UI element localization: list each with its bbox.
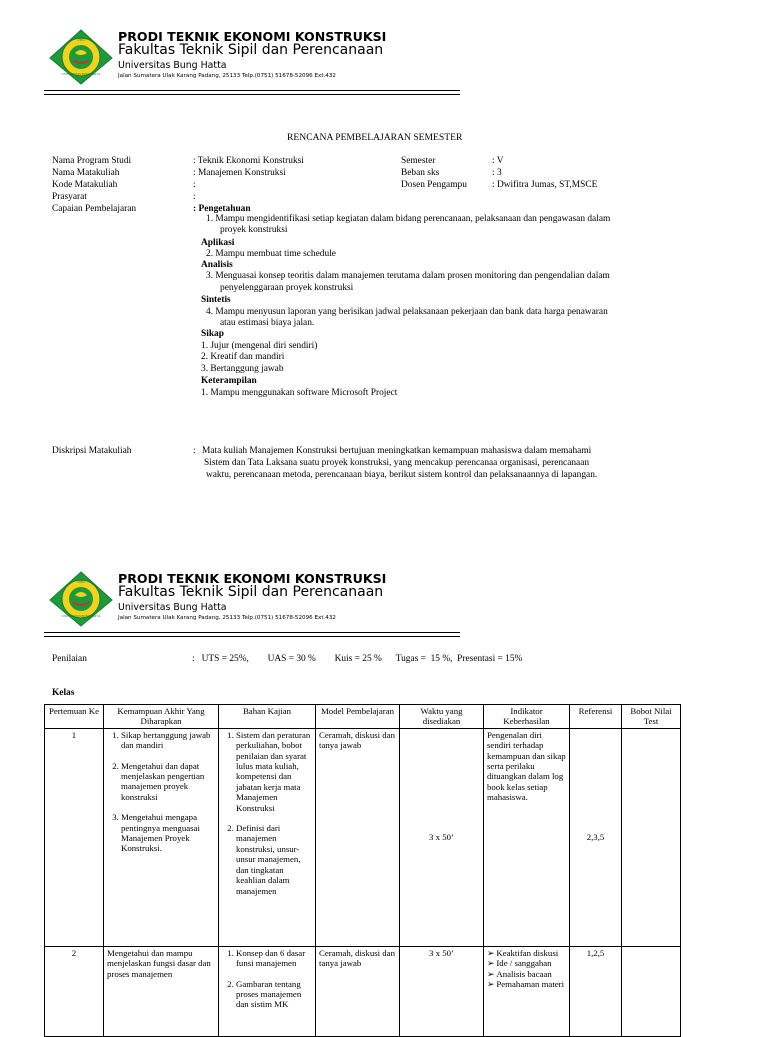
rps-table xyxy=(44,704,681,1037)
analisis-3b: penyelenggaraan proyek konstruksi xyxy=(220,283,354,293)
logo-ring-text: UNIVERSITAS BUNG HATTA xyxy=(61,72,101,76)
sintetis-4b: atau estimasi biaya jalan. xyxy=(220,318,315,328)
aplikasi-heading: Aplikasi xyxy=(201,238,235,248)
logo-ring-text: UNIVERSITAS BUNG HATTA xyxy=(61,614,101,618)
kelas-label: Kelas xyxy=(52,688,75,698)
matkul-value: : Manajemen Konstruksi xyxy=(193,168,286,178)
col-bobot: Bobot Nilai Test xyxy=(622,705,681,729)
penilaian-value: : UTS = 25%, UAS = 30 % Kuis = 25 % Tugas = 15 %, Presentasi = 15% xyxy=(192,654,523,664)
row2-bahan-1: 1. Konsep dan 6 dasar funsi manajemen xyxy=(236,948,312,969)
aplikasi-2: 2. Mampu membuat time schedule xyxy=(206,249,336,259)
col-bahan: Bahan Kajian xyxy=(219,705,316,729)
doc-title: RENCANA PEMBELAJARAN SEMESTER xyxy=(287,132,463,143)
row1-indikator: Pengenalan diri sendiri terhadap kemampuan dan sikap serta perilaku dituangkan dalam log book kelas setiap mahasiswa. xyxy=(484,728,570,946)
keterampilan-heading: Keterampilan xyxy=(201,376,257,386)
deskripsi-line-3: waktu, perencanaan metoda, perencanaan biaya, berikut sistem kontrol dan pelaksanaannya di lapangan. xyxy=(206,470,598,480)
col-kemampuan: Kemampuan Akhir Yang Diharapkan xyxy=(104,705,219,729)
row1-kemampuan-1: 1. Sikap bertanggung jawab dan mandiri xyxy=(121,730,215,751)
pengetahuan-1a: 1. Mampu mengidentifikasi setiap kegiatan dalam bidang perencanaan, pelaksanaan dan pengawasan dalam xyxy=(206,214,611,224)
dosen-label: Dosen Pengampu xyxy=(401,180,467,190)
prasyarat-label: Prasyarat xyxy=(52,192,87,202)
faculty-name: Fakultas Teknik Sipil dan Perencanaan xyxy=(118,42,384,58)
kode-label: Kode Matakuliah xyxy=(52,180,118,190)
deskripsi-label: Diskripsi Matakuliah xyxy=(52,446,132,456)
row2-bahan-2: 2. Gambaran tentang proses manajemen dan sistim MK xyxy=(236,979,312,1010)
sintetis-4a: 4. Mampu menyusun laporan yang berisikan jadwal pelaksanaan pekerjaan dan bank data harga penawaran xyxy=(206,307,608,317)
analisis-heading: Analisis xyxy=(201,260,233,270)
address: Jalan Sumatera Ulak Karang Padang, 25133 Telp.(0751) 51678-52096 Ext.432 xyxy=(118,615,336,621)
row2-bahan xyxy=(219,946,316,1036)
col-indikator: Indikator Keberhasilan xyxy=(484,705,570,729)
table-header-row xyxy=(45,705,681,729)
row2-indikator-2: ➢ Ide / sanggahan xyxy=(497,958,566,968)
row2-model: Ceramah, diskusi dan tanya jawab xyxy=(316,946,400,1036)
row1-waktu: 3 x 50’ xyxy=(400,728,484,946)
row1-kemampuan xyxy=(104,728,219,946)
beban-value: : 3 xyxy=(492,168,502,178)
university-logo xyxy=(48,570,114,628)
kode-value: : xyxy=(193,180,196,190)
program-label: Nama Program Studi xyxy=(52,156,132,166)
row1-no: 1 xyxy=(45,728,104,946)
row2-bobot xyxy=(622,946,681,1036)
row2-indikator-1: ➢ Keaktifan diskusi xyxy=(497,948,566,958)
address: Jalan Sumatera Ulak Karang Padang, 25133 Telp.(0751) 51678-52096 Ext.432 xyxy=(118,73,336,79)
keterampilan-1: 1. Mampu menggunakan software Microsoft Project xyxy=(201,388,398,398)
row1-bahan-2: 2. Definisi dari manajemen konstruksi, unsur-unsur manajemen, dan tingkatan keahlian dalam manajemen xyxy=(236,823,312,896)
sikap-1: 1. Jujur (mengenal diri sendiri) xyxy=(201,341,318,351)
program-value: : Teknik Ekonomi Konstruksi xyxy=(193,156,304,166)
col-pertemuan: Pertemuan Ke xyxy=(45,705,104,729)
separator-2 xyxy=(44,632,460,637)
beban-label: Beban sks xyxy=(401,168,440,178)
row2-indikator xyxy=(484,946,570,1036)
sikap-2: 2. Kreatif dan mandiri xyxy=(201,352,285,362)
capaian-label: Capaian Pembelajaran xyxy=(52,204,137,214)
matkul-label: Nama Matakuliah xyxy=(52,168,120,178)
university-name: Universitas Bung Hatta xyxy=(118,602,227,613)
prasyarat-value: : xyxy=(193,192,196,202)
pengetahuan-1b: proyek konstruksi xyxy=(220,225,288,235)
row2-indikator-3: ➢ Analisis bacaan xyxy=(497,969,566,979)
row2-indikator-4: ➢ Pemahaman materi xyxy=(497,979,566,989)
table-row xyxy=(45,946,681,1036)
row1-kemampuan-3: 3. Mengetahui mengapa pentingnya menguasai Manajemen Proyek Konstruksi. xyxy=(121,812,215,854)
sikap-heading: Sikap xyxy=(201,329,224,339)
logo-year: 1981 xyxy=(77,37,85,42)
pengetahuan-heading: : Pengetahuan xyxy=(193,204,251,214)
dosen-value: : Dwifitra Jumas, ST,MSCE xyxy=(492,180,598,190)
row2-no: 2 xyxy=(45,946,104,1036)
university-name: Universitas Bung Hatta xyxy=(118,60,227,71)
separator-1 xyxy=(44,90,460,95)
table-row xyxy=(45,728,681,946)
deskripsi-line-1: Mata kuliah Manajemen Konstruksi bertujuan meningkatkan kemampuan mahasiswa dalam memahami xyxy=(202,446,592,456)
penilaian-label: Penilaian xyxy=(52,654,87,664)
sikap-3: 3. Bertanggung jawab xyxy=(201,364,284,374)
row1-kemampuan-2: 2. Mengetahui dan dapat menjelaskan pengertian manajemen proyek konstruksi xyxy=(121,761,215,803)
analisis-3a: 3. Menguasai konsep teoritis dalam manajemen terutama dalam prosen monitoring dan pengendalian dalam xyxy=(206,271,610,281)
prodi-name: PRODI TEKNIK EKONOMI KONSTRUKSI xyxy=(118,29,387,44)
row1-bobot xyxy=(622,728,681,946)
row1-referensi: 2,3,5 xyxy=(570,728,622,946)
deskripsi-line-2: Sistem dan Tata Laksana suatu proyek konstruksi, yang mencakup perencanaa organisasi, perencanaan xyxy=(204,458,590,468)
row2-waktu: 3 x 50’ xyxy=(400,946,484,1036)
row1-bahan-1: 1. Sistem dan peraturan perkuliahan, bobot penilaian dan syarat lulus mata kuliah, kompetensi dan jabatan kerja mata Manajemen Konstruksi xyxy=(236,730,312,813)
row2-referensi: 1,2,5 xyxy=(570,946,622,1036)
col-waktu: Waktu yang disediakan xyxy=(400,705,484,729)
deskripsi-colon: : xyxy=(193,446,196,456)
sintetis-heading: Sintetis xyxy=(201,295,231,305)
row1-bahan xyxy=(219,728,316,946)
semester-label: Semester xyxy=(401,156,436,166)
row1-model: Ceramah, diskusi dan tanya jawab xyxy=(316,728,400,946)
university-logo xyxy=(48,28,114,86)
col-referensi: Referensi xyxy=(570,705,622,729)
letterhead-2 xyxy=(48,570,488,634)
prodi-name: PRODI TEKNIK EKONOMI KONSTRUKSI xyxy=(118,571,387,586)
letterhead-1 xyxy=(48,28,488,92)
faculty-name: Fakultas Teknik Sipil dan Perencanaan xyxy=(118,584,384,600)
logo-year: 1981 xyxy=(77,579,85,584)
semester-value: : V xyxy=(492,156,504,166)
row2-kemampuan: Mengetahui dan mampu menjelaskan fungsi dasar dan proses manajemen xyxy=(104,946,219,1036)
col-model: Model Pembelajaran xyxy=(316,705,400,729)
